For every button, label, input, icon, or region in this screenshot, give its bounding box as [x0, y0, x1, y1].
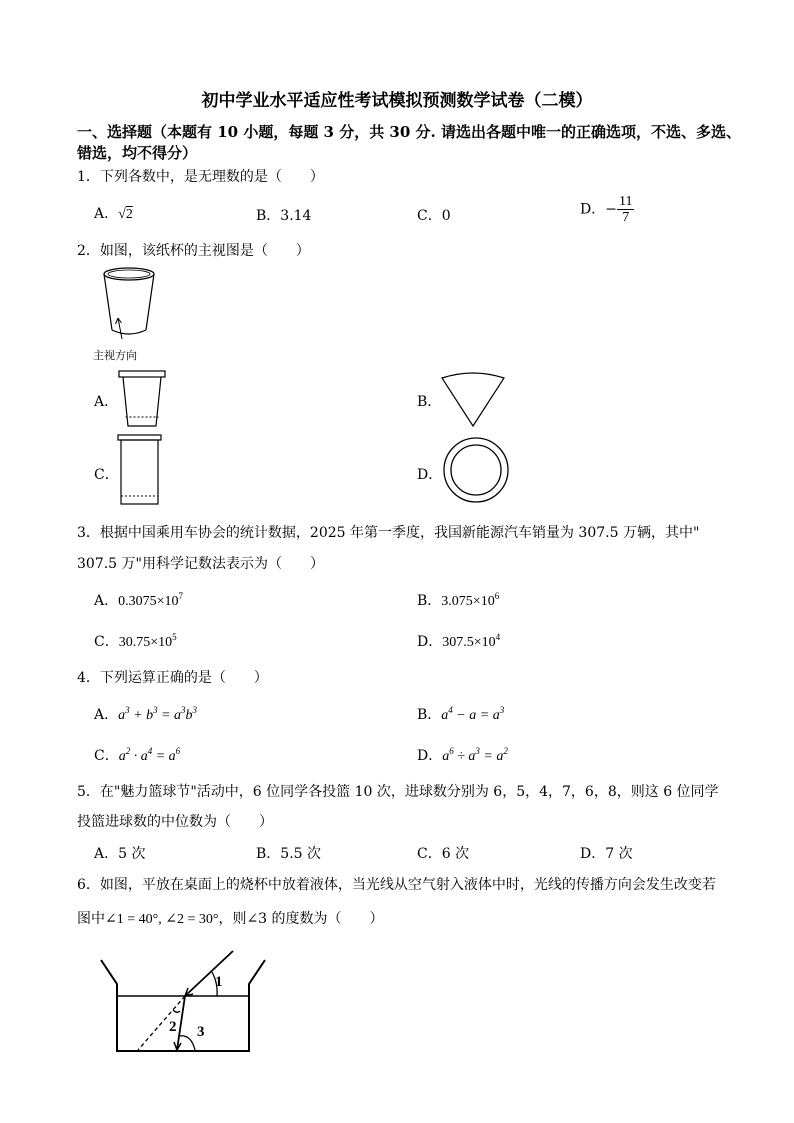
question-1-option-d [580, 194, 634, 225]
expression: $a^3 + b^3 = a^3b^3$ [118, 705, 198, 723]
question-3-option-d [417, 631, 500, 651]
question-4-option-a [94, 704, 197, 724]
angle-3-arc [179, 1036, 195, 1050]
question-3-line1: 3．根据中国乘用车协会的统计数据，2025 年第一季度，我国新能源汽车销量为 307.5 万辆，其中" [77, 525, 700, 541]
question-1-stem: 1．下列各数中，是无理数的是（ ） [77, 169, 324, 185]
question-6-line2 [77, 908, 384, 928]
option-label: D． [417, 634, 443, 650]
question-5-option-b: B．5.5 次 [256, 846, 322, 862]
exponent: 4 [495, 632, 501, 642]
question-4-stem: 4．下列运算正确的是（ ） [77, 670, 268, 686]
sqrt-radicand: 2 [125, 207, 133, 222]
question-5-option-a: A．5 次 [94, 846, 146, 862]
paper-cup-figure [98, 266, 168, 346]
coefficient: 3.075×10 [441, 594, 495, 609]
incident-ray [185, 951, 233, 996]
angle-2-arc [173, 1010, 180, 1012]
question-3-line2: 307.5 万"用科学记数法表示为（ ） [77, 556, 324, 572]
question-4-option-d [417, 745, 508, 765]
option-label: C． [94, 748, 119, 764]
question-1-option-a: A．√2 [94, 206, 133, 222]
section-heading-cont: 错选，均不得分） [77, 144, 198, 162]
option-a-cup-icon [118, 370, 168, 428]
direction-label: 主视方向 [93, 349, 137, 362]
minus-sign: − [605, 201, 617, 218]
option-label: A． [94, 707, 119, 723]
expression: $a^2 \cdot a^4 = a^6$ [118, 746, 181, 764]
question-5-line1: 5．在"魅力篮球节"活动中，6 位同学各投篮 10 次，进球数分别为 6，5，4，7，6，8，则这 6 位同学 [77, 784, 719, 800]
option-b-sector-icon [440, 370, 506, 428]
question-1-option-b: B．3.14 [256, 208, 312, 224]
expression: $a^4 - a = a^3$ [441, 705, 505, 723]
question-3-option-c [94, 631, 177, 651]
fraction [617, 194, 634, 225]
question-2-option-b: B． [417, 394, 442, 410]
question-1-option-c: C．0 [417, 208, 451, 224]
exponent: 7 [178, 591, 184, 601]
question-6-line1: 6．如图，平放在桌面上的烧杯中放着液体，当光线从空气射入液体中时，光线的传播方向会发生改变若 [77, 877, 716, 893]
page-title: 初中学业水平适应性考试模拟预测数学试卷（二模） [201, 91, 593, 111]
coefficient: 0.3075×10 [118, 594, 179, 609]
exponent: 6 [494, 591, 500, 601]
question-2-option-a: A． [94, 394, 119, 410]
question-5-option-c: C．6 次 [417, 846, 470, 862]
option-label: B． [417, 593, 442, 609]
question-2-option-c: C． [94, 467, 119, 483]
numerator: 11 [618, 194, 633, 209]
option-label: D． [580, 201, 606, 218]
option-c-rectangle-icon [117, 434, 163, 506]
expression: $a^6 \div a^3 = a^2$ [442, 746, 508, 764]
option-d-ring-icon [442, 436, 510, 504]
exponent: 5 [172, 632, 177, 642]
question-4-option-b [417, 704, 504, 724]
option-label: A． [94, 593, 119, 609]
angle-1-label: 1 [215, 974, 223, 990]
question-3-option-b [417, 590, 499, 610]
option-label: D． [417, 748, 443, 764]
option-label: B． [417, 707, 442, 723]
coefficient: 307.5×10 [442, 635, 496, 650]
option-label: A． [94, 206, 119, 222]
question-5-option-d: D．7 次 [580, 846, 633, 862]
angle-2-label: 2 [169, 1019, 177, 1035]
question-4-option-c [94, 745, 180, 765]
question-5-line2: 投篮进球数的中位数为（ ） [77, 814, 273, 830]
angle-condition: 图中∠1 = 40°, ∠2 = 30° [77, 912, 219, 927]
section-heading: 一、选择题（本题有 10 小题，每题 3 分，共 30 分. 请选出各题中唯一的正确选项，不选、多选、 [77, 123, 741, 141]
question-3-option-a [94, 590, 183, 610]
beaker-refraction-figure [96, 950, 272, 1054]
question-2-stem: 2．如图，该纸杯的主视图是（ ） [77, 243, 310, 259]
question-2-option-d: D． [417, 467, 443, 483]
option-label: C． [94, 634, 119, 650]
coefficient: 30.75×10 [118, 635, 173, 650]
denominator: 7 [622, 210, 630, 225]
question-tail: ，则∠3 的度数为（ ） [218, 911, 384, 927]
angle-3-label: 3 [197, 1024, 205, 1040]
